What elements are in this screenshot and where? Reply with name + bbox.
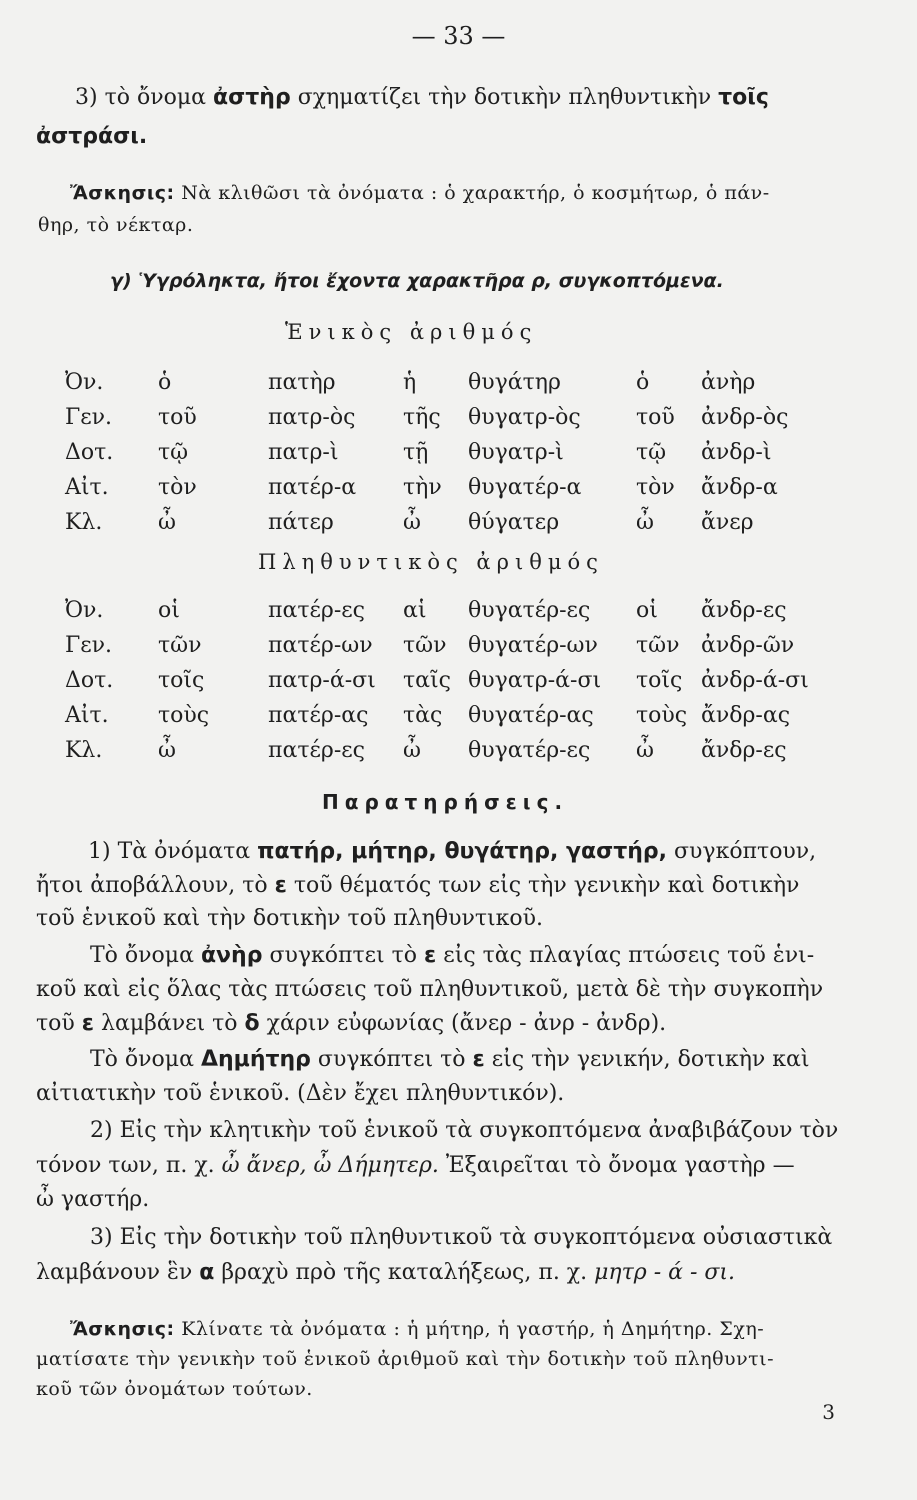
singular-cell: τοῦ <box>636 405 675 430</box>
obs2-line3: ὦ γαστήρ. <box>36 1187 150 1212</box>
singular-cell: θυγατέρ-α <box>468 475 582 500</box>
singular-title: Ἑνικὸς ἀριθμός <box>285 320 538 344</box>
exercise1-line2: θηρ, τὸ νέκταρ. <box>38 214 194 236</box>
obs-aner-line3: τοῦ ε λαμβάνει τὸ δ χάριν εὐφωνίας (ἄνερ - ἀνρ - ἀνδρ). <box>36 1011 667 1036</box>
obs3-line1: 3) Εἰς τὴν δοτικὴν τοῦ πληθυντικοῦ τὰ συγκοπτόμενα οὐσιαστικὰ <box>90 1225 833 1250</box>
singular-cell: ὁ <box>158 370 172 395</box>
plural-cell: ἄνδρ-ες <box>701 598 787 623</box>
plural-cell: τοὺς <box>158 703 210 728</box>
singular-cell: ὦ <box>636 510 654 535</box>
plural-row <box>65 593 821 628</box>
plural-cell: πατρ-ά-σι <box>268 668 376 693</box>
exercise2-line3: κοῦ τῶν ὀνομάτων τούτων. <box>36 1378 313 1400</box>
plural-cell: τῶν <box>403 633 447 658</box>
singular-cell: ἄνδρ-α <box>701 475 778 500</box>
obs1-line3: τοῦ ἑνικοῦ καὶ τὴν δοτικὴν τοῦ πληθυντικοῦ. <box>36 906 543 931</box>
plural-cell: Κλ. <box>65 738 103 763</box>
plural-cell: πατέρ-ες <box>268 738 365 763</box>
rule3-line1: 3) τὸ ὄνομα ἀστὴρ σχηματίζει τὴν δοτικὴν πληθυντικὴν τοῖς <box>75 85 769 110</box>
plural-cell: οἱ <box>158 598 180 623</box>
singular-cell: τὸν <box>158 475 197 500</box>
singular-cell: ἡ <box>403 370 417 395</box>
rule3-line2: ἀστράσι. <box>36 124 148 149</box>
plural-cell: ταῖς <box>403 668 451 693</box>
singular-cell: τὴν <box>403 475 442 500</box>
obs2-line1: 2) Εἰς τὴν κλητικὴν τοῦ ἑνικοῦ τὰ συγκοπτόμενα ἀναβιβάζουν τὸν <box>90 1118 839 1143</box>
singular-cell: πατέρ-α <box>268 475 357 500</box>
singular-cell: ἄνερ <box>701 510 754 535</box>
singular-cell: τῷ <box>158 440 189 465</box>
obs3-line2: λαμβάνουν ἓν α βραχὺ πρὸ τῆς καταλήξεως, π. χ. μητρ - ά - σι. <box>36 1260 736 1285</box>
singular-row <box>65 505 821 540</box>
signature-number: 3 <box>822 1400 835 1424</box>
plural-title: Πληθυντικὸς ἀριθμός <box>258 550 604 574</box>
obs-aner-line2: κοῦ καὶ εἰς ὅλας τὰς πτώσεις τοῦ πληθυντικοῦ, μετὰ δὲ τὴν συγκοπὴν <box>36 977 824 1002</box>
plural-row <box>65 733 821 768</box>
plural-cell: τοὺς <box>636 703 688 728</box>
plural-cell: τῶν <box>158 633 202 658</box>
plural-cell: θυγατρ-ά-σι <box>468 668 602 693</box>
plural-row <box>65 698 821 733</box>
singular-cell: τὸν <box>636 475 675 500</box>
plural-cell: θυγατέρ-ων <box>468 633 598 658</box>
plural-cell: πατέρ-ες <box>268 598 365 623</box>
plural-row <box>65 628 821 663</box>
plural-cell: θυγατέρ-ες <box>468 738 591 763</box>
plural-cell: ὦ <box>403 738 421 763</box>
singular-cell: τῆς <box>403 405 441 430</box>
plural-cell: τοῖς <box>158 668 205 693</box>
plural-cell: ὦ <box>636 738 654 763</box>
plural-cell: πατέρ-ας <box>268 703 369 728</box>
singular-cell: θυγάτηρ <box>468 370 561 395</box>
singular-cell: τῇ <box>403 440 429 465</box>
obs-aner-line1: Τὸ ὄνομα ἀνὴρ συγκόπτει τὸ ε εἰς τὰς πλαγίας πτώσεις τοῦ ἑνι- <box>90 943 815 968</box>
plural-cell: ἀνδρ-ῶν <box>701 633 795 658</box>
singular-cell: Κλ. <box>65 510 103 535</box>
plural-table <box>65 593 821 768</box>
singular-cell: θύγατερ <box>468 510 560 535</box>
singular-cell: Γεν. <box>65 405 113 430</box>
singular-row <box>65 470 821 505</box>
exercise2-line1: Ἄσκησις: Κλίνατε τὰ ὀνόματα : ἡ μήτηρ, ἡ γαστήρ, ἡ Δημήτηρ. Σχη- <box>70 1318 765 1340</box>
plural-cell: Αἰτ. <box>65 703 109 728</box>
singular-cell: ὦ <box>403 510 421 535</box>
singular-table <box>65 365 821 540</box>
singular-cell: Ὀν. <box>65 370 104 395</box>
obs-demeter-line1: Τὸ ὄνομα Δημήτηρ συγκόπτει τὸ ε εἰς τὴν γενικήν, δοτικὴν καὶ <box>90 1047 810 1072</box>
plural-cell: θυγατέρ-ες <box>468 598 591 623</box>
singular-cell: ὦ <box>158 510 176 535</box>
plural-cell: ἀνδρ-ά-σι <box>701 668 809 693</box>
singular-cell: Δοτ. <box>65 440 114 465</box>
singular-cell: τῷ <box>636 440 667 465</box>
plural-cell: Δοτ. <box>65 668 114 693</box>
singular-row <box>65 400 821 435</box>
singular-row <box>65 365 821 400</box>
singular-cell: πάτερ <box>268 510 334 535</box>
plural-cell: πατέρ-ων <box>268 633 373 658</box>
plural-cell: τὰς <box>403 703 443 728</box>
singular-cell: θυγατρ-ὶ <box>468 440 564 465</box>
singular-cell: πατρ-ὶ <box>268 440 339 465</box>
section-heading: γ) Ὑγρόληκτα, ἤτοι ἔχοντα χαρακτῆρα ρ, συγκοπτόμενα. <box>110 270 724 292</box>
plural-cell: τοῖς <box>636 668 683 693</box>
plural-cell: Γεν. <box>65 633 113 658</box>
obs-demeter-line2: αἰτιατικὴν τοῦ ἑνικοῦ. (Δὲν ἔχει πληθυντικόν). <box>36 1081 565 1106</box>
exercise1-line1: Ἄσκησις: Νὰ κλιθῶσι τὰ ὀνόματα : ὁ χαρακτήρ, ὁ κοσμήτωρ, ὁ πάν- <box>70 182 770 204</box>
obs1-line2: ἤτοι ἀποβάλλουν, τὸ ε τοῦ θέματός των εἰς τὴν γενικὴν καὶ δοτικὴν <box>36 873 800 898</box>
singular-cell: τοῦ <box>158 405 197 430</box>
singular-cell: ἀνὴρ <box>701 370 756 395</box>
plural-cell: τῶν <box>636 633 680 658</box>
page-number: — 33 — <box>411 22 506 50</box>
plural-cell: ὦ <box>158 738 176 763</box>
observations-title: Παρατηρήσεις. <box>322 790 569 814</box>
plural-cell: αἱ <box>403 598 427 623</box>
singular-cell: Αἰτ. <box>65 475 109 500</box>
singular-cell: πατὴρ <box>268 370 336 395</box>
singular-cell: πατρ-ὸς <box>268 405 356 430</box>
plural-cell: Ὀν. <box>65 598 104 623</box>
plural-cell: ἄνδρ-ες <box>701 738 787 763</box>
singular-cell: ἀνδρ-ὶ <box>701 440 772 465</box>
singular-cell: ἀνδρ-ὸς <box>701 405 789 430</box>
plural-cell: οἱ <box>636 598 658 623</box>
singular-cell: θυγατρ-ὸς <box>468 405 581 430</box>
plural-row <box>65 663 821 698</box>
singular-row <box>65 435 821 470</box>
obs2-line2: τόνον των, π. χ. ὦ ἄνερ, ὦ Δήμητερ. Ἐξαιρεῖται τὸ ὄνομα γαστὴρ — <box>36 1153 795 1178</box>
plural-cell: θυγατέρ-ας <box>468 703 594 728</box>
obs1-line1: 1) Τὰ ὀνόματα πατήρ, μήτηρ, θυγάτηρ, γαστήρ, συγκόπτουν, <box>88 839 817 864</box>
plural-cell: ἄνδρ-ας <box>701 703 791 728</box>
exercise2-line2: ματίσατε τὴν γενικὴν τοῦ ἑνικοῦ ἀριθμοῦ καὶ τὴν δοτικὴν τοῦ πληθυντι- <box>36 1348 775 1370</box>
singular-cell: ὁ <box>636 370 650 395</box>
